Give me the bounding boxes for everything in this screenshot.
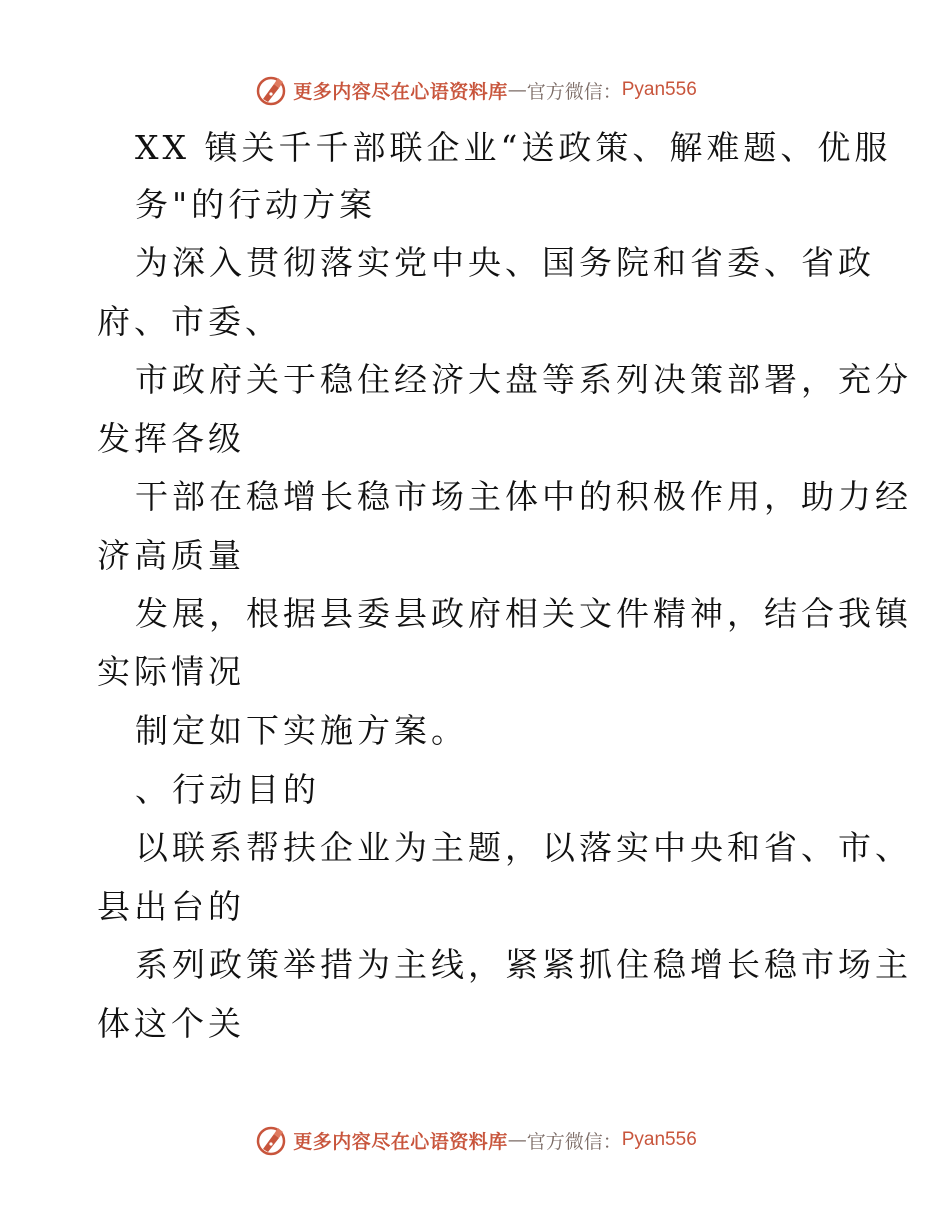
paragraph-line: 县出台的	[97, 887, 245, 926]
pen-nib-logo-icon	[253, 1122, 289, 1158]
paragraph-line: 为深入贯彻落实党中央、国务院和省委、省政	[135, 243, 875, 282]
paragraph-line: 干部在稳增长稳市场主体中的积极作用，助力经	[135, 477, 912, 516]
watermark-main-text: 更多内容尽在心语资料库	[293, 1130, 508, 1153]
paragraph-line: 体这个关	[97, 1004, 245, 1043]
paragraph-line: 发挥各级	[97, 419, 245, 458]
document-title-line-2: 务"的行动方案	[135, 185, 377, 224]
section-heading: 、行动目的	[135, 770, 320, 809]
paragraph-line: 府、市委、	[97, 302, 282, 341]
paragraph-line: 市政府关于稳住经济大盘等系列决策部署，充分	[135, 360, 912, 399]
watermark-separator: —	[507, 1129, 527, 1151]
paragraph-line: 以联系帮扶企业为主题，以落实中央和省、市、	[135, 828, 912, 867]
watermark-label: 官方微信：	[526, 80, 622, 103]
watermark-main-text: 更多内容尽在心语资料库	[293, 80, 508, 103]
watermark-account: Pyan556	[621, 1129, 697, 1150]
watermark-label: 官方微信：	[526, 1130, 622, 1153]
document-title-line-1: XX 镇关千千部联企业“送政策、解难题、优服	[135, 128, 892, 167]
watermark-account: Pyan556	[621, 79, 697, 100]
paragraph-line: 制定如下实施方案。	[135, 711, 468, 750]
watermark-separator: —	[507, 79, 527, 101]
footer-watermark	[0, 1120, 950, 1160]
paragraph-line: 济高质量	[97, 536, 245, 575]
paragraph-line: 系列政策举措为主线，紧紧抓住稳增长稳市场主	[135, 945, 912, 984]
paragraph-line: 实际情况	[97, 652, 245, 691]
paragraph-line: 发展，根据县委县政府相关文件精神，结合我镇	[135, 594, 912, 633]
